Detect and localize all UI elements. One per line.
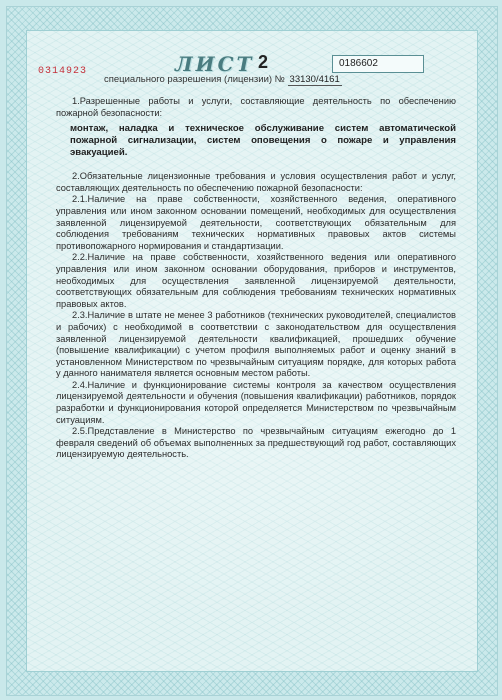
requirement-2-1: 2.1.Наличие на праве собственности, хозяйственного ведения, оперативного управления или ином законном основании помещений, необходимых для осуществления заявленной лицензируемой деятельности, соответствующих обязательным для соблюдения требованиям технических нормативных правовых актов системы противопожарного нормирования и стандартизации.	[56, 194, 456, 251]
license-label: специального разрешения (лицензии) №	[104, 74, 285, 85]
section1-intro: 1.Разрешенные работы и услуги, составляющие деятельность по обеспечению пожарной безопасности:	[56, 96, 456, 118]
sheet-title-word: ЛИСТ	[175, 52, 255, 76]
requirement-2-3: 2.3.Наличие в штате не менее 3 работников (технических руководителей, специалистов и рабочих) с необходимой в соответствии с законодательством для осуществления заявленной лицензируемой деятельности квалификацией, прошедших обучение (повышение квалификации) с учетом профиля выполняемых работ и оценку знаний в установленном Министерством по чрезвычайным ситуациям порядке, для которых работа у данного нанимателя является основным местом работы.	[56, 310, 456, 379]
sheet-title	[150, 52, 330, 76]
license-reference	[104, 74, 342, 85]
requirement-2-4: 2.4.Наличие и функционирование системы контроля за качеством осуществления лицензируемой деятельности и обучения (повышения квалификации) работников, порядок разработки и функционирования которой определяется Министерством по чрезвычайным ситуациям.	[56, 379, 456, 425]
section2-intro: 2.Обязательные лицензионные требования и условия осуществления работ и услуг, составляющих деятельность по обеспечению пожарной безопасности:	[56, 171, 456, 193]
document-body	[56, 96, 456, 461]
section1-permitted-works: монтаж, наладка и техническое обслуживание систем автоматической пожарной сигнализации, систем оповещения о пожаре и управления эвакуацией.	[70, 123, 456, 159]
requirement-2-5: 2.5.Представление в Министерство по чрезвычайным ситуациям ежегодно до 1 февраля сведений об объемах выполненных за предшествующий год работ, составляющих лицензируемую деятельность.	[56, 426, 456, 460]
serial-number-box: 0186602	[332, 55, 424, 73]
license-number: 33130/4161	[289, 74, 340, 85]
sheet-title-number: 2	[258, 52, 269, 72]
requirement-2-2: 2.2.Наличие на праве собственности, хозяйственного ведения или оперативного управления или ином законном основании оборудования, приборов и инструментов, необходимых для осуществления заявленной лицензируемой деятельности, соответствующих обязательным для соблюдения требованиям технических нормативных правовых актов.	[56, 252, 456, 309]
red-serial-number: 0314923	[38, 66, 88, 77]
